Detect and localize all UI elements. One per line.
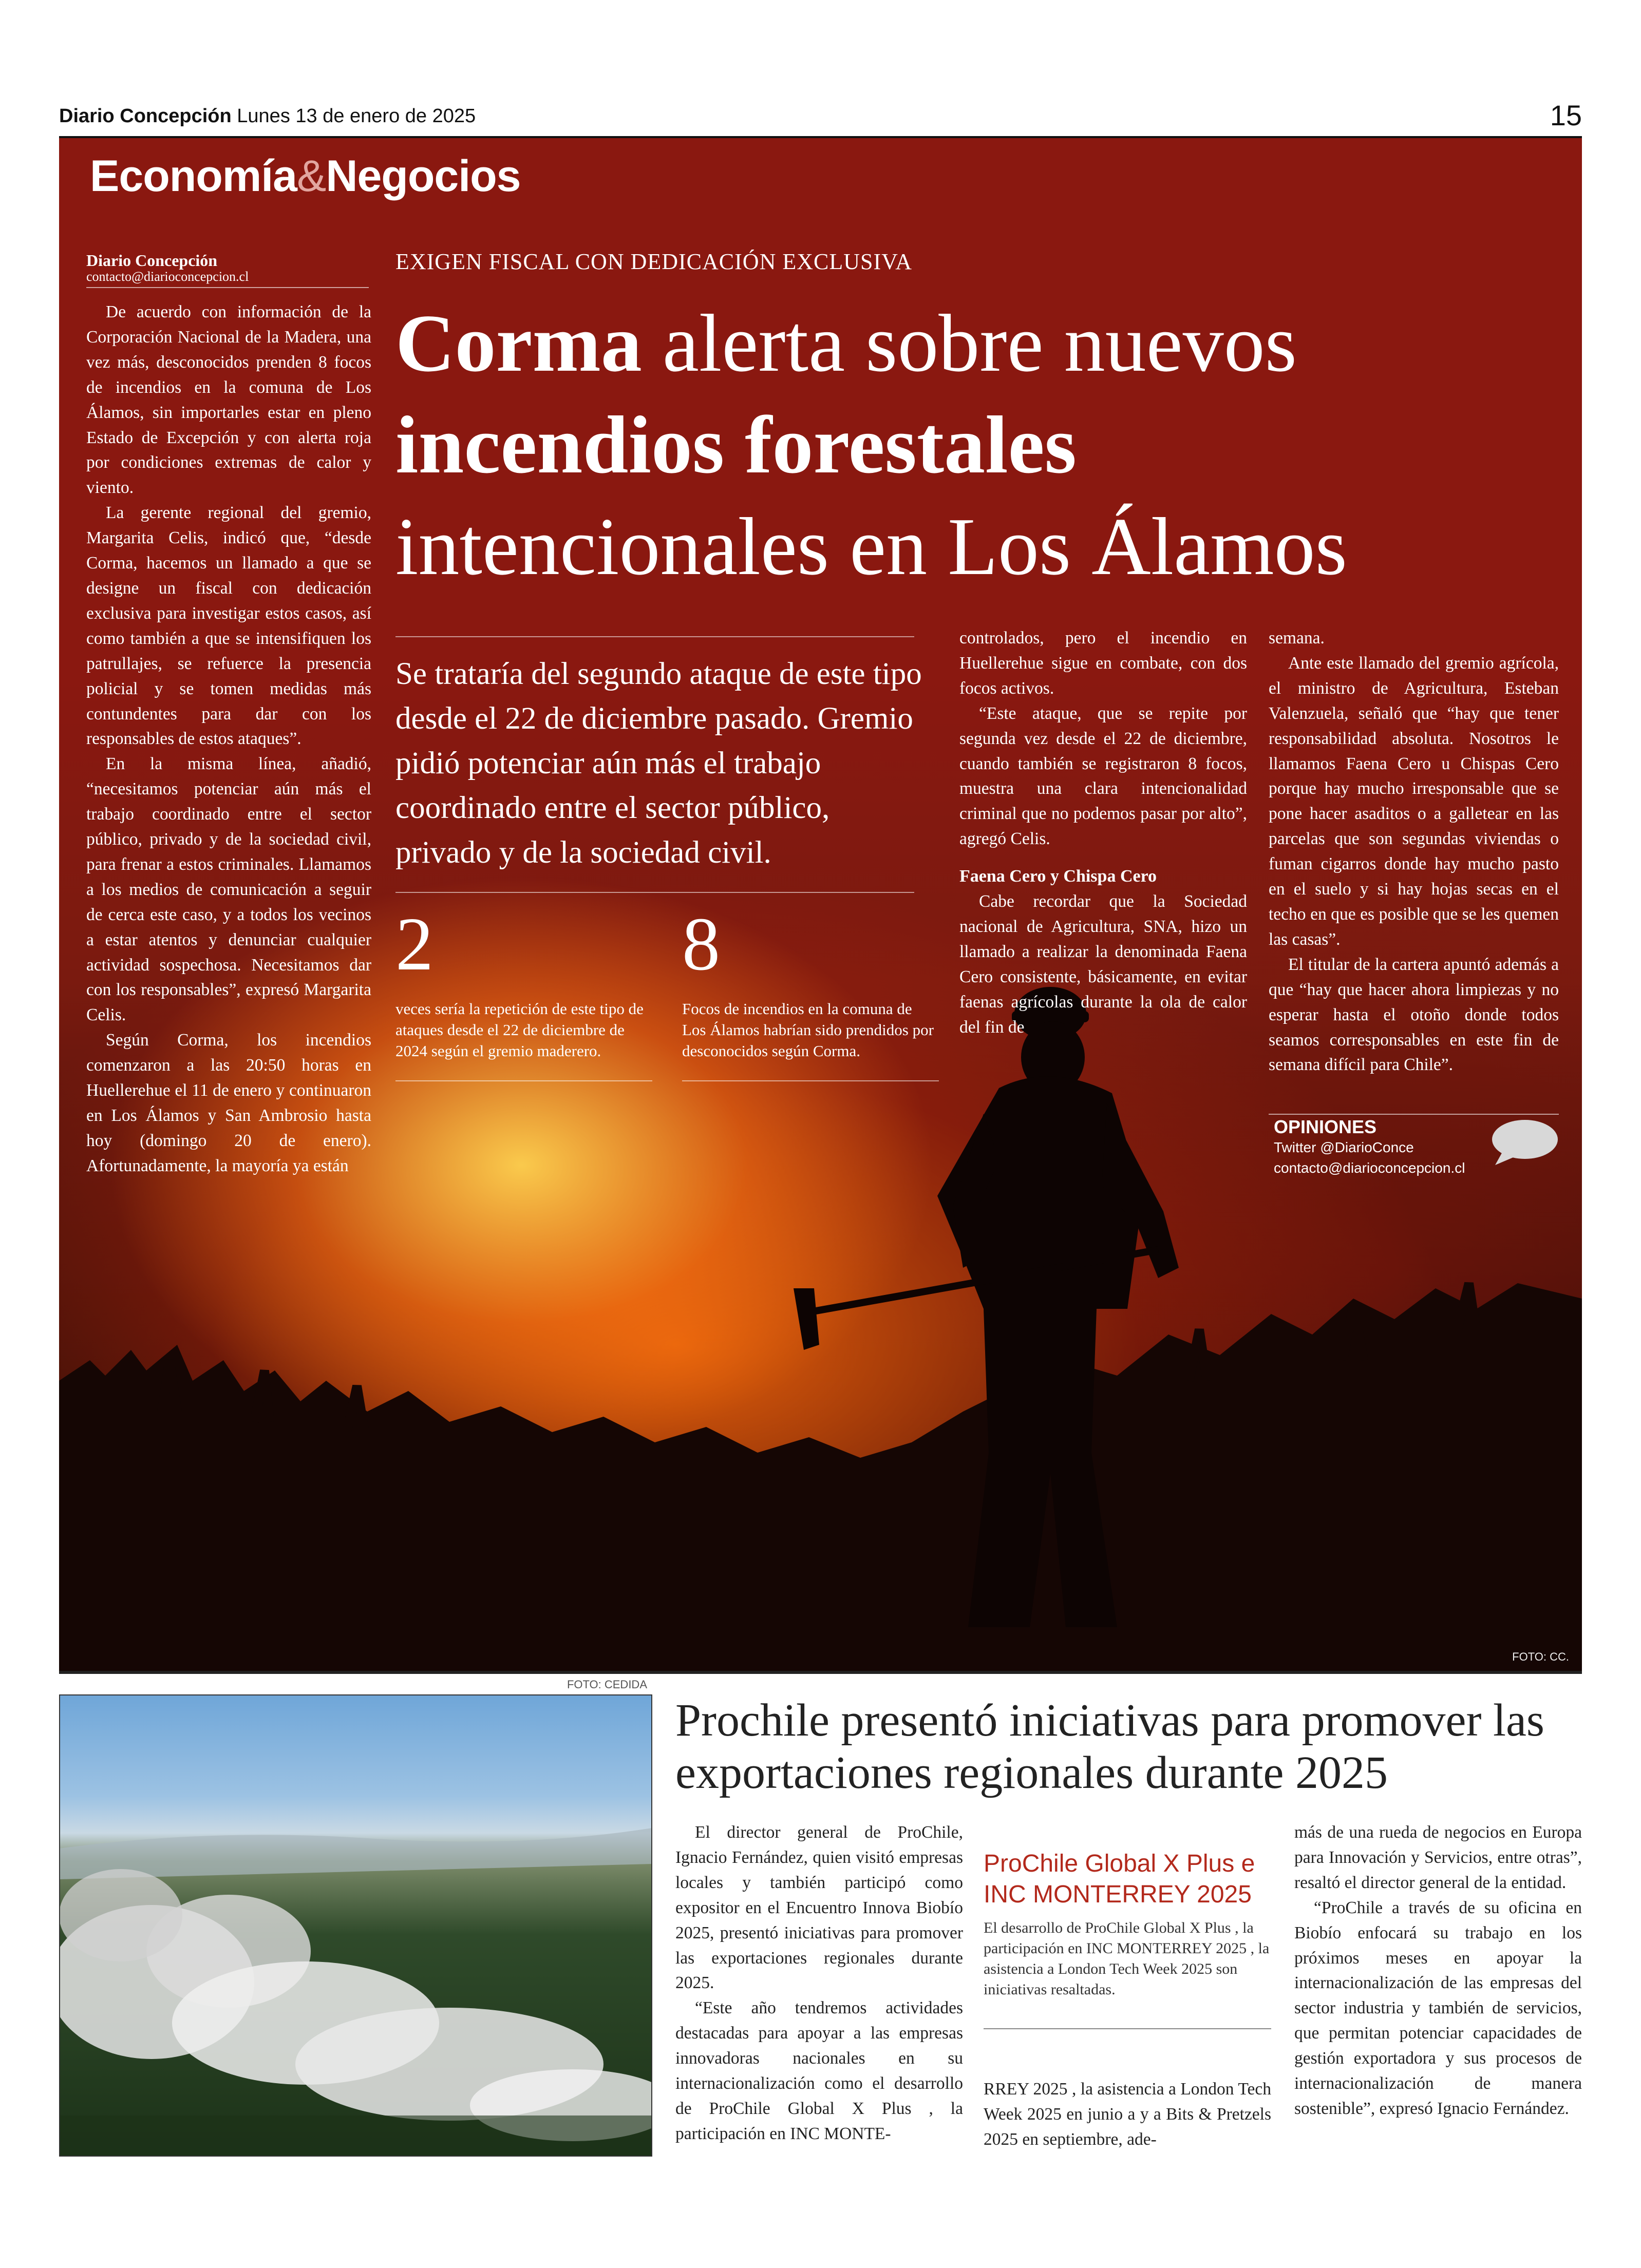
opinions-email: contacto@diarioconcepcion.cl: [1274, 1160, 1465, 1176]
article-column-1: [86, 300, 371, 1179]
paragraph: “Este año tendremos actividades destacadas para apoyar a las empresas innovadoras nacionales en su internacionalización como el desarrollo de ProChile Global X Plus , la participación en INC MONTE-: [675, 1998, 963, 2143]
article-column-3: [959, 626, 1247, 1040]
bottom-column-3: [1294, 1820, 1582, 2122]
photo-frame: [59, 1694, 652, 2157]
paragraph: El titular de la cartera apuntó además a que “hay que hacer ahora limpiezas y no esperar hasta el otoño donde todos seamos corresponsables en este fin de semana difícil para Chile”.: [1269, 955, 1559, 1075]
photo-credit: FOTO: CEDIDA: [567, 1678, 647, 1691]
issue-date: Lunes 13 de enero de 2025: [237, 105, 476, 127]
section-title-part2: Negocios: [326, 151, 521, 201]
opinions-twitter: Twitter @DiarioConce: [1274, 1139, 1414, 1155]
paragraph: De acuerdo con información de la Corporación Nacional de la Madera, una vez más, desconocidos prenden 8 focos de incendios en la comuna de Los Álamos, sin importarles estar en pleno Estado de Excepción y con alerta roja por condiciones extremas de calor y viento.: [86, 302, 371, 498]
paragraph: Según Corma, los incendios comenzaron a las 20:50 horas en Huellerehue el 11 de enero y continuaron en Los Álamos y San Ambrosio hasta hoy (domingo 20 de enero). Afortunadamente, la mayoría ya están: [86, 1031, 371, 1175]
paragraph: semana.: [1269, 628, 1325, 647]
page-number: 15: [1550, 99, 1582, 131]
paragraph: más de una rueda de negocios en Europa para Innovación y Servicios, entre otras”, resaltó el director general de la entidad.: [1294, 1823, 1582, 1892]
paragraph: En la misma línea, añadió, “necesitamos potenciar aún más el trabajo coordinado entre el sector público, privado y de la sociedad civil, para frenar a estos criminales. Llamamos a los medios de comunicación a seguir de cerca este caso, y a todos los vecinos a estar atentos y denunciar cualquier actividad sospechosa. Necesitamos dar con los responsables”, expresó Margarita Celis.: [86, 754, 371, 1025]
bottom-headline: Prochile presentó iniciativas para promover las exportaciones regionales durante 2025: [675, 1695, 1544, 1798]
byline-email: contacto@diarioconcepcion.cl: [86, 269, 249, 284]
paragraph: El director general de ProChile, Ignacio Fernández, quien visitó empresas locales y también participó como expositor en el Encuentro Innova Biobío 2025, presentó iniciativas para promover las exportaciones regionales durante 2025.: [675, 1823, 963, 1993]
paper-name: Diario Concepción: [59, 105, 232, 127]
paragraph: RREY 2025 , la asistencia a London Tech Week 2025 en junio a y a Bits & Pretzels 2025 en septiembre, ade-: [984, 2080, 1271, 2149]
paragraph: “ProChile a través de su oficina en Biobío enfocará su trabajo en los próximos meses en apoyar la internacionalización de las empresas del sector industria y también de servicios, que permitan potenciar capacidades de gestión exportadora y sus procesos de internacionalización de manera sostenible”, expresó Ignacio Fernández.: [1294, 1898, 1582, 2118]
stat-rule-2: [682, 1080, 939, 1081]
stat-number-1: 2: [395, 902, 433, 986]
subhead: Faena Cero y Chispa Cero: [959, 867, 1157, 886]
hero-bottom-rule: [59, 1671, 1582, 1674]
paragraph: controlados, pero el incendio en Huellerehue sigue en combate, con dos focos activos.: [959, 628, 1247, 698]
opinions-label: OPINIONES: [1274, 1116, 1377, 1137]
byline-name: Diario Concepción: [86, 251, 218, 270]
headline-regular-1: alerta sobre nuevos: [642, 297, 1297, 389]
stat-rule-1: [395, 1080, 652, 1081]
speech-bubble-icon: [1490, 1118, 1559, 1167]
photo-credit: FOTO: CC.: [1512, 1650, 1569, 1663]
section-title-part1: Economía: [90, 151, 297, 201]
kicker: EXIGEN FISCAL CON DEDICACIÓN EXCLUSIVA: [395, 249, 912, 274]
headline-bold-1: Corma: [395, 297, 642, 389]
sidebar-box-title: ProChile Global X Plus e INC MONTERREY 2025: [984, 1850, 1255, 1908]
headline-bold-2: incendios forestales: [395, 399, 1077, 490]
section-title-amp: &: [296, 151, 326, 201]
bottom-column-1: [675, 1820, 963, 2147]
bottom-column-2: [984, 2077, 1271, 2152]
opinions-rule: [1269, 1114, 1559, 1115]
paragraph: “Este ataque, que se repite por segunda vez desde el 22 de diciembre, cuando también se registraron 8 focos, muestra una clara intencionalidad criminal que no podemos pasar por alto”, agregó Celis.: [959, 703, 1247, 849]
masthead: [59, 105, 476, 127]
stat-caption-1: veces sería la repetición de este tipo de ataques desde el 22 de diciembre de 2024 según el gremio maderero.: [395, 1000, 644, 1060]
deck-rule-bottom: [395, 892, 914, 893]
stat-caption-2: Focos de incendios en la comuna de Los Álamos habrían sido prendidos por desconocidos según Corma.: [682, 1000, 934, 1060]
sidebar-box-rule: [984, 2028, 1271, 2029]
sidebar-box-text: El desarrollo de ProChile Global X Plus , la participación en INC MONTERREY 2025 , la asistencia a London Tech Week 2025 son iniciativas resaltadas.: [984, 1919, 1270, 1998]
deck-rule-top: [395, 636, 914, 637]
headline: [395, 292, 1577, 597]
section-title: [90, 151, 520, 202]
paragraph: Ante este llamado del gremio agrícola, el ministro de Agricultura, Esteban Valenzuela, señaló que “hay que tener responsabilidad absoluta. Nosotros le llamamos Faena Cero u Chispas Cero porque hay mucho irresponsable que se pone hacer asaditos o a galletear en las parcelas que son segundas viviendas o fuman cigarros donde hay mucho pasto en el suelo y si hay hojas secas en el techo en que es posible que se les quemen las casas”.: [1269, 653, 1559, 949]
paragraph: La gerente regional del gremio, Margarita Celis, indicó que, “desde Corma, hacemos un llamado a que se designe un fiscal con dedicación exclusiva para investigar estos casos, así como también a que se intensifiquen los patrullajes, se refuerce la presencia policial y se tomen medidas más contundentes para dar con los responsables de estos ataques”.: [86, 503, 371, 749]
article-column-4: [1269, 626, 1559, 1078]
stat-number-2: 8: [682, 902, 720, 986]
deck: Se trataría del segundo ataque de este tipo desde el 22 de diciembre pasado. Gremio pidió potenciar aún más el trabajo coordinado entre el sector público, privado y de la sociedad civil.: [395, 657, 922, 870]
headline-regular-2: intencionales en Los Álamos: [395, 501, 1347, 592]
byline-rule: [86, 287, 369, 288]
hero-article: [59, 138, 1582, 1671]
paragraph: Cabe recordar que la Sociedad nacional de Agricultura, SNA, hizo un llamado a realizar la denominada Faena Cero consistente, básicamente, en evitar faenas agrícolas durante la ola de calor del fin de: [959, 892, 1247, 1037]
